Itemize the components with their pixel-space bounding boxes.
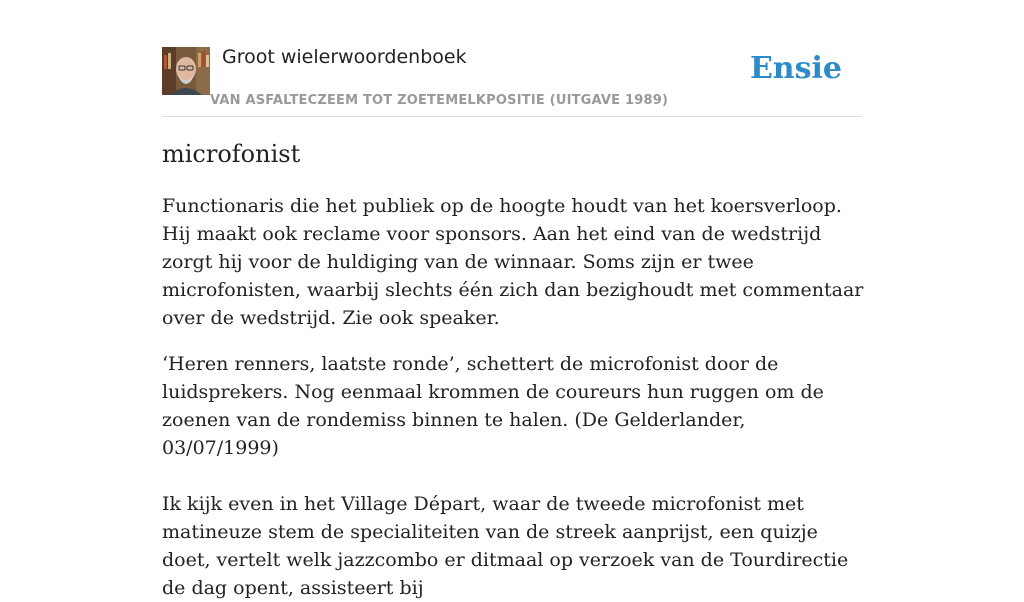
brand-logo[interactable]: Ensie [749,51,842,86]
entry-definition: Functionaris die het publiek op de hoogte houdt van het koersverloop. Hij maakt ook reclame voor sponsors. Aan het eind van de wedstrijd zorgt hij voor de huldiging van de winnaar. Soms zijn er twee microfonisten, waarbij slechts één zich dan bezighoudt met commentaar over de wedstrijd. Zie ook speaker. [162,195,864,329]
source-title-link[interactable]: Groot wielerwoordenboek [222,46,467,68]
source-subtitle: VAN ASFALTECZEEM TOT ZOETEMELKPOSITIE (UITGAVE 1989) [210,93,669,108]
quote-spacer [162,462,864,490]
author-avatar[interactable] [162,47,210,95]
entry-content [162,138,864,602]
entry-quote-1: ‘Heren renners, laatste ronde’, schettert de microfonist door de luidsprekers. Nog eenmaal krommen de coureurs hun ruggen om de zoenen van de rondemiss binnen te halen. (De Gelderlander, 03/07/1999) [162,353,824,459]
author-portrait-icon [162,47,210,95]
source-header [162,46,862,117]
entry-quote-2: Ik kijk even in het Village Départ, waar de tweede microfonist met matineuze stem de specialiteiten van de streek aanprijst, een quizje doet, vertelt welk jazzcombo er ditmaal op verzoek van de Tourdirectie de dag opent, assisteert bij [162,493,849,599]
entry-headword: microfonist [162,140,301,168]
